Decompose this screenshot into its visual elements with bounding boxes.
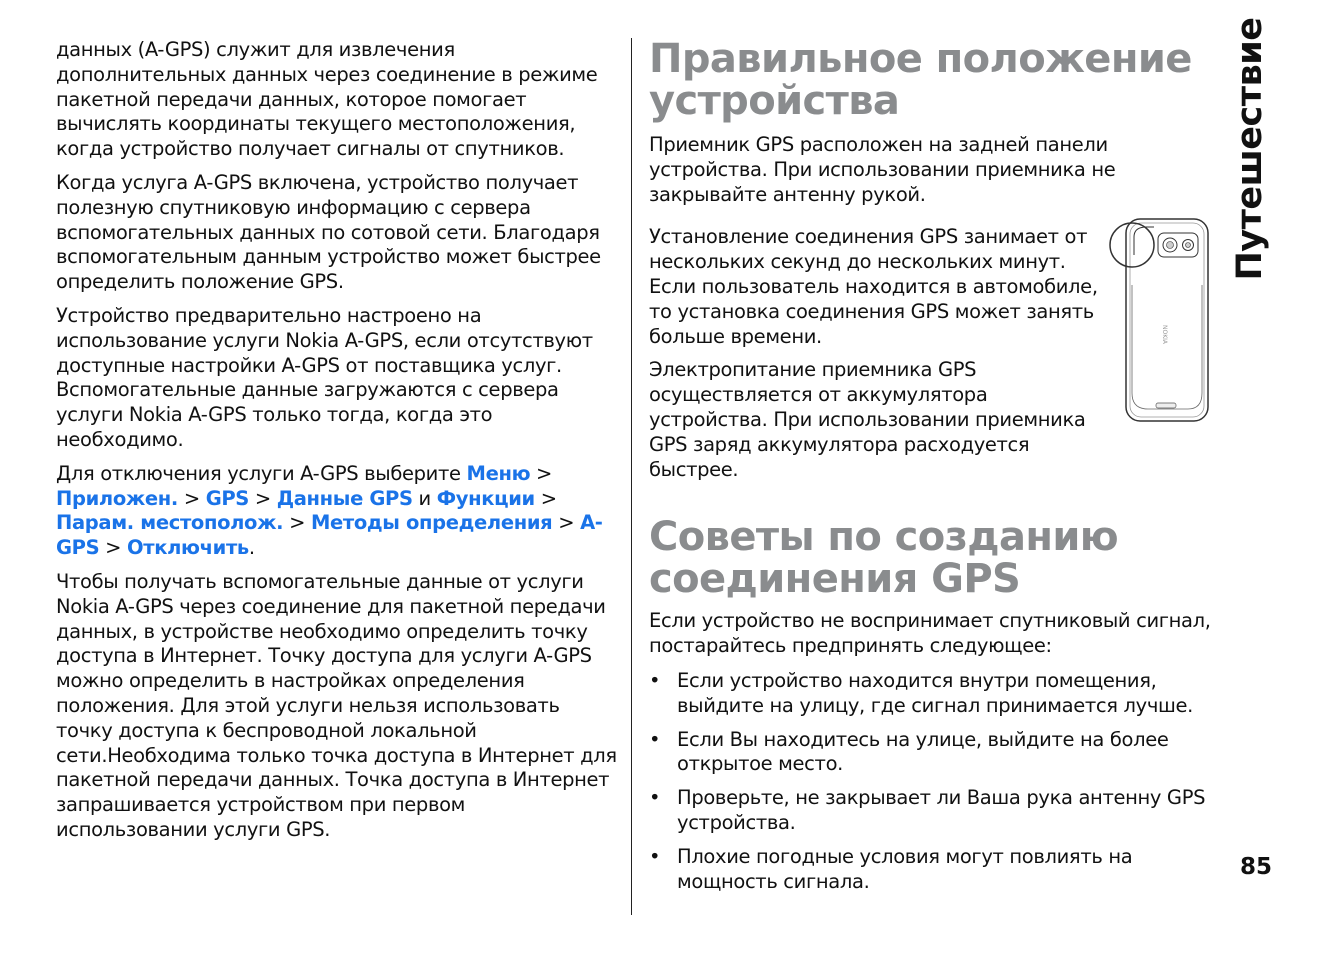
list-item bbox=[649, 845, 1214, 895]
phone-back-illustration bbox=[1108, 213, 1210, 425]
menu-item-pos-params[interactable]: Парам. местополож. bbox=[56, 511, 284, 535]
tip-text: Если Вы находитесь на улице, выйдите на более открытое место. bbox=[677, 727, 1169, 776]
heading-device-position: Правильное положение устройства bbox=[649, 36, 1192, 124]
paragraph-agps-enabled: Когда услуга A-GPS включена, устройство получает полезную спутниковую информацию с сервера вспомогательных данных по сотовой сети. Благодаря вспомогательным данным устройство может быстрее определить положение GPS. bbox=[56, 170, 601, 294]
column-divider bbox=[631, 38, 632, 915]
menu-item-menu[interactable]: Меню bbox=[466, 461, 531, 485]
right-column bbox=[649, 38, 1214, 903]
bullet-icon: • bbox=[649, 786, 661, 810]
bullet-icon: • bbox=[649, 727, 661, 751]
path-separator: > bbox=[536, 461, 553, 485]
menu-item-gps-data[interactable]: Данные GPS bbox=[276, 486, 413, 510]
menu-item-disable[interactable]: Отключить bbox=[127, 536, 249, 560]
bullet-icon: • bbox=[649, 844, 661, 868]
tip-text: Проверьте, не закрывает ли Ваша рука антенну GPS устройства. bbox=[677, 786, 1206, 834]
path-separator: > bbox=[558, 511, 575, 535]
page-number: 85 bbox=[1240, 854, 1273, 880]
path-separator: > bbox=[254, 486, 271, 510]
heading-gps-tips: Советы по созданию соединения GPS bbox=[649, 514, 1119, 603]
menu-item-methods[interactable]: Методы определения bbox=[310, 511, 553, 535]
sentence-end: . bbox=[248, 536, 255, 560]
phone-back-icon bbox=[1108, 213, 1210, 425]
phone-logo-text: NOKIA bbox=[1161, 325, 1168, 345]
menu-item-agps[interactable]: A-GPS bbox=[56, 511, 603, 560]
paragraph-agps-access-point: Чтобы получать вспомогательные данные от услуги Nokia A-GPS через соединение для пакетной передачи данных, в устройстве необходимо определить точку доступа в Интернет. Точку доступа для услуги A-GPS можно определить в настройках определения положения. Для этой услуги нельзя использовать точку доступа к беспроводной локальной сети.Необходима только точка доступа в Интернет для пакетной передачи данных. Точка доступа в Интернет запрашивается устройством при первом использовании услуги GPS. bbox=[56, 569, 617, 841]
tips-list bbox=[649, 669, 1214, 894]
disable-intro-text: Для отключения услуги A-GPS выберите bbox=[56, 461, 461, 485]
paragraph-gps-connection-time: Установление соединения GPS занимает от нескольких секунд до нескольких минут. Если пользователь находится в автомобиле, то установка соединения GPS может занять больше времени. bbox=[649, 225, 1098, 348]
list-item bbox=[649, 786, 1214, 836]
paragraph-tips-intro: Если устройство не воспринимает спутниковый сигнал, постарайтесь предпринять следующее: bbox=[649, 609, 1211, 658]
menu-item-gps[interactable]: GPS bbox=[205, 486, 249, 510]
conjunction-text: и bbox=[418, 486, 431, 510]
tip-text: Плохие погодные условия могут повлиять на мощность сигнала. bbox=[677, 844, 1133, 893]
bullet-icon: • bbox=[649, 668, 661, 692]
menu-item-functions[interactable]: Функции bbox=[436, 486, 535, 510]
path-separator: > bbox=[540, 486, 557, 510]
list-item bbox=[649, 728, 1214, 778]
menu-item-apps[interactable]: Приложен. bbox=[56, 486, 178, 510]
list-item bbox=[649, 669, 1214, 719]
section-tab bbox=[1218, 17, 1282, 281]
path-separator: > bbox=[289, 511, 306, 535]
section-tab-label: Путешествие bbox=[1230, 17, 1270, 281]
path-separator: > bbox=[183, 486, 200, 510]
paragraph-gps-receiver: Приемник GPS расположен на задней панели устройства. При использовании приемника не закрывайте антенну рукой. bbox=[649, 133, 1116, 206]
left-column bbox=[56, 38, 618, 852]
paragraph-agps-disable-path bbox=[56, 462, 618, 561]
path-separator: > bbox=[105, 536, 122, 560]
paragraph-agps-intro: данных (A-GPS) служит для извлечения дополнительных данных через соединение в режиме пакетной передачи данных, которое помогает вычислять координаты текущего местоположения, когда устройство получает сигналы от спутников. bbox=[56, 38, 598, 161]
paragraph-agps-default: Устройство предварительно настроено на использование услуги Nokia A-GPS, если отсутствуют доступные настройки A-GPS от поставщика услуг. Вспомогательные данные загружаются с сервера услуги Nokia A-GPS только тогда, когда это необходимо. bbox=[56, 303, 593, 451]
paragraph-gps-power: Электропитание приемника GPS осуществляется от аккумулятора устройства. При использовании приемника GPS заряд аккумулятора расходуется быстрее. bbox=[649, 358, 1086, 481]
tip-text: Если устройство находится внутри помещения, выйдите на улицу, где сигнал принимается лучше. bbox=[677, 668, 1193, 717]
